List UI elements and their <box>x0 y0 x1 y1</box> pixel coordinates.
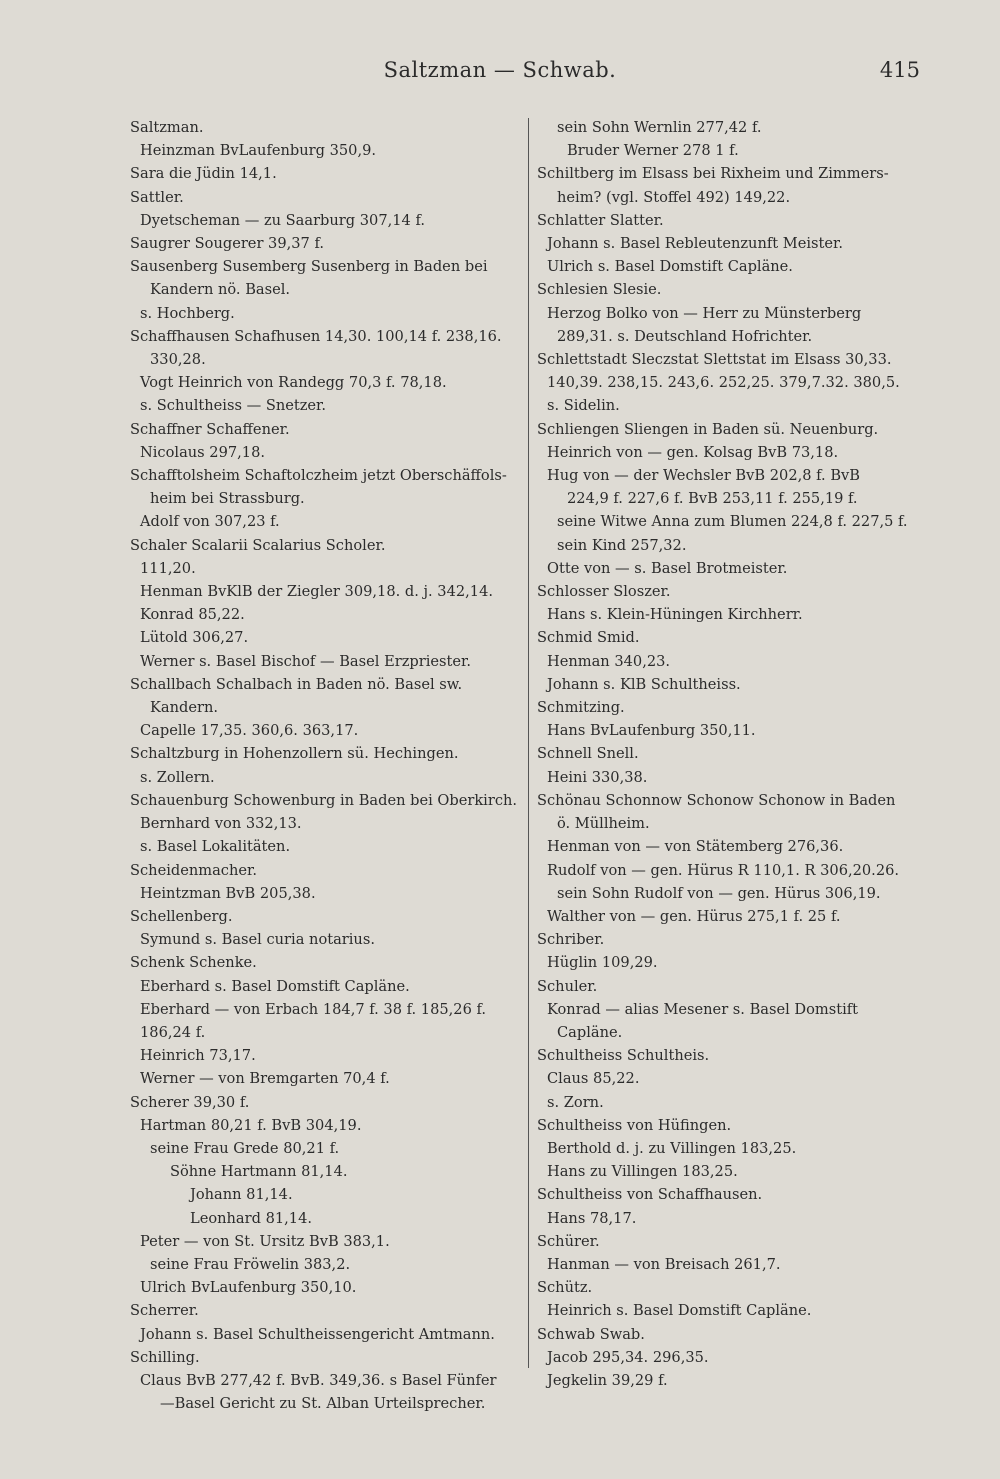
index-entry-heading: Sattler. <box>130 188 184 206</box>
index-entry-subline: Heintzman BvB 205,38. <box>140 884 316 902</box>
index-entry-subline: Bruder Werner 278 1 f. <box>567 142 739 160</box>
index-entry-subline: Jacob 295,34. 296,35. <box>547 1348 709 1366</box>
index-entry-subline: Hüglin 109,29. <box>547 954 658 972</box>
index-entry-heading: Scherrer. <box>130 1302 199 1320</box>
index-entry-heading: Sausenberg Susemberg Susenberg in Baden bei <box>130 258 488 276</box>
index-entry-heading: Schürer. <box>537 1232 600 1250</box>
index-entry-subline: Henman 340,23. <box>547 652 671 670</box>
index-entry-subline: s. Schultheiss — Snetzer. <box>140 397 327 415</box>
index-entry-subline: Hans BvLaufenburg 350,11. <box>547 722 756 740</box>
index-entry-subline: Bernhard von 332,13. <box>140 815 302 833</box>
index-entry-subline: Heinzman BvLaufenburg 350,9. <box>140 142 377 160</box>
index-entry-subline: Henman von — von Stätemberg 276,36. <box>547 838 844 856</box>
index-entry-subline: Henman BvKlB der Ziegler 309,18. d. j. 342,14. <box>140 583 494 601</box>
index-entry-heading: Schaffner Schaffener. <box>130 420 290 438</box>
index-entry-heading: Schaffhausen Schafhusen 14,30. 100,14 f. 238,16. <box>130 327 502 345</box>
index-entry-heading: Schmid Smid. <box>537 629 640 647</box>
index-entry-subline: seine Frau Fröwelin 383,2. <box>150 1255 351 1273</box>
index-entry-subline: Hans 78,17. <box>547 1209 637 1227</box>
index-entry-subline: Werner s. Basel Bischof — Basel Erzpriester. <box>140 652 472 670</box>
index-entry-heading: Schilling. <box>130 1348 200 1366</box>
index-entry-subline: Johann s. Basel Rebleutenzunft Meister. <box>547 235 844 253</box>
index-entry-heading: Schauenburg Schowenburg in Baden bei Oberkirch. <box>130 791 518 809</box>
index-entry-subline: Symund s. Basel curia notarius. <box>140 931 375 949</box>
index-entry-subline: Berthold d. j. zu Villingen 183,25. <box>547 1139 797 1157</box>
index-entry-subline: 186,24 f. <box>140 1023 206 1041</box>
index-entry-subline: Heini 330,38. <box>547 768 648 786</box>
index-entry-subline: Hanman — von Breisach 261,7. <box>547 1255 781 1273</box>
index-entry-heading: Schmitzing. <box>537 699 625 717</box>
index-entry-heading: Schiltberg im Elsass bei Rixheim und Zimmers- <box>537 165 889 183</box>
index-entry-heading: Schlesien Slesie. <box>537 281 662 299</box>
index-entry-subline: Hug von — der Wechsler BvB 202,8 f. BvB <box>547 467 861 485</box>
index-entry-heading: Scheidenmacher. <box>130 861 258 879</box>
page-number: 415 <box>879 58 920 82</box>
index-entry-heading: Schaler Scalarii Scalarius Scholer. <box>130 536 386 554</box>
index-entry-subline: Herzog Bolko von — Herr zu Münsterberg <box>547 304 862 322</box>
index-entry-subline: 289,31. s. Deutschland Hofrichter. <box>557 327 813 345</box>
index-entry-subline: 330,28. <box>150 351 206 369</box>
index-entry-heading: Schnell Snell. <box>537 745 639 763</box>
index-entry-subline: Nicolaus 297,18. <box>140 443 265 461</box>
index-entry-subline: Eberhard — von Erbach 184,7 f. 38 f. 185,26 f. <box>140 1000 487 1018</box>
index-entry-subline: Peter — von St. Ursitz BvB 383,1. <box>140 1232 390 1250</box>
index-entry-subline: Johann 81,14. <box>190 1186 293 1204</box>
index-entry-subline: Lütold 306,27. <box>140 629 249 647</box>
index-entry-subline: Rudolf von — gen. Hürus R 110,1. R 306,20.26. <box>547 861 900 879</box>
index-entry-heading: Schwab Swab. <box>537 1325 645 1343</box>
index-entry-heading: Schallbach Schalbach in Baden nö. Basel sw. <box>130 675 463 693</box>
left-column <box>130 116 525 1415</box>
index-entry-heading: Schlosser Sloszer. <box>537 583 671 601</box>
index-entry-subline: Otte von — s. Basel Brotmeister. <box>547 559 788 577</box>
index-entry-subline: Capelle 17,35. 360,6. 363,17. <box>140 722 359 740</box>
index-entry-subline: Adolf von 307,23 f. <box>140 513 280 531</box>
index-entry-subline: Kandern. <box>150 699 218 717</box>
index-entry-heading: Scherer 39,30 f. <box>130 1093 250 1111</box>
index-entry-heading: Schuler. <box>537 977 598 995</box>
index-entry-heading: Schütz. <box>537 1279 593 1297</box>
index-entry-subline: Claus BvB 277,42 f. BvB. 349,36. s Basel Fünfer <box>140 1371 497 1389</box>
index-entry-subline: Konrad 85,22. <box>140 606 245 624</box>
index-entry-subline: Dyetscheman — zu Saarburg 307,14 f. <box>140 211 425 229</box>
index-entry-subline: Heinrich s. Basel Domstift Capläne. <box>547 1302 812 1320</box>
index-entry-subline: Ulrich BvLaufenburg 350,10. <box>140 1279 357 1297</box>
index-entry-heading: Schlatter Slatter. <box>537 211 664 229</box>
index-entry-subline: 111,20. <box>140 559 196 577</box>
index-entry-subline: Konrad — alias Mesener s. Basel Domstift <box>547 1000 859 1018</box>
index-entry-subline: Capläne. <box>557 1023 623 1041</box>
index-entry-subline: Vogt Heinrich von Randegg 70,3 f. 78,18. <box>140 374 447 392</box>
index-entry-heading: Schönau Schonnow Schonow Schonow in Baden <box>537 791 896 809</box>
index-entry-subline: Hartman 80,21 f. BvB 304,19. <box>140 1116 362 1134</box>
index-entry-subline: s. Zorn. <box>547 1093 604 1111</box>
index-entry-heading: Schafftolsheim Schaftolczheim jetzt Oberschäffols- <box>130 467 507 485</box>
index-entry-subline: Hans s. Klein-Hüningen Kirchherr. <box>547 606 803 624</box>
index-entry-heading: Schenk Schenke. <box>130 954 257 972</box>
index-entry-subline: Jegkelin 39,29 f. <box>547 1371 668 1389</box>
index-entry-subline: Hans zu Villingen 183,25. <box>547 1163 738 1181</box>
index-entry-subline: Kandern nö. Basel. <box>150 281 291 299</box>
index-entry-subline: Heinrich 73,17. <box>140 1047 256 1065</box>
index-entry-subline: Walther von — gen. Hürus 275,1 f. 25 f. <box>547 907 841 925</box>
index-entry-subline: sein Sohn Wernlin 277,42 f. <box>557 119 762 136</box>
index-entry-subline: sein Kind 257,32. <box>557 536 687 554</box>
index-entry-subline: heim bei Strassburg. <box>150 490 305 508</box>
index-entry-subline: —Basel Gericht zu St. Alban Urteilsprecher. <box>160 1395 486 1413</box>
index-entry-subline: ö. Müllheim. <box>557 815 650 833</box>
index-entry-subline: sein Sohn Rudolf von — gen. Hürus 306,19. <box>557 884 881 902</box>
column-divider <box>528 118 529 1368</box>
index-entry-heading: Schultheiss Schultheis. <box>537 1047 710 1065</box>
index-entry-subline: Heinrich von — gen. Kolsag BvB 73,18. <box>547 443 839 461</box>
index-entry-heading: Sara die Jüdin 14,1. <box>130 165 277 183</box>
index-entry-subline: s. Hochberg. <box>140 304 235 322</box>
index-entry-heading: Schaltzburg in Hohenzollern sü. Hechingen. <box>130 745 459 763</box>
index-entry-subline: 140,39. 238,15. 243,6. 252,25. 379,7.32. 380,5. <box>547 374 900 392</box>
index-entry-subline: Leonhard 81,14. <box>190 1209 312 1227</box>
index-entry-heading: Schellenberg. <box>130 907 233 925</box>
index-entry-subline: Claus 85,22. <box>547 1070 640 1088</box>
index-entry-heading: Schultheiss von Schaffhausen. <box>537 1186 763 1204</box>
index-entry-subline: seine Frau Grede 80,21 f. <box>150 1139 340 1157</box>
index-entry-subline: Johann s. Basel Schultheissengericht Amtmann. <box>140 1325 495 1343</box>
right-column <box>537 116 932 1392</box>
index-entry-subline: seine Witwe Anna zum Blumen 224,8 f. 227,5 f. <box>557 513 908 531</box>
index-entry-heading: Schliengen Sliengen in Baden sü. Neuenburg. <box>537 420 879 438</box>
index-entry-subline: s. Sidelin. <box>547 397 620 415</box>
index-entry-subline: Söhne Hartmann 81,14. <box>170 1163 348 1181</box>
index-entry-subline: s. Basel Lokalitäten. <box>140 838 291 856</box>
index-entry-subline: Eberhard s. Basel Domstift Capläne. <box>140 977 410 995</box>
index-entry-subline: 224,9 f. 227,6 f. BvB 253,11 f. 255,19 f. <box>567 490 858 508</box>
index-entry-heading: Schlettstadt Sleczstat Slettstat im Elsass 30,33. <box>537 351 892 369</box>
index-entry-heading: Schriber. <box>537 931 605 949</box>
index-entry-subline: heim? (vgl. Stoffel 492) 149,22. <box>557 188 791 206</box>
index-entry-subline: Ulrich s. Basel Domstift Capläne. <box>547 258 793 276</box>
index-entry-heading: Schultheiss von Hüfingen. <box>537 1116 732 1134</box>
index-entry-subline: Werner — von Bremgarten 70,4 f. <box>140 1070 390 1088</box>
running-header-title: Saltzman — Schwab. <box>383 58 617 82</box>
index-entry-heading: Saugrer Sougerer 39,37 f. <box>130 235 324 253</box>
index-entry-heading: Saltzman. <box>130 119 204 136</box>
index-entry-subline: s. Zollern. <box>140 768 215 786</box>
index-entry-subline: Johann s. KlB Schultheiss. <box>547 675 741 693</box>
